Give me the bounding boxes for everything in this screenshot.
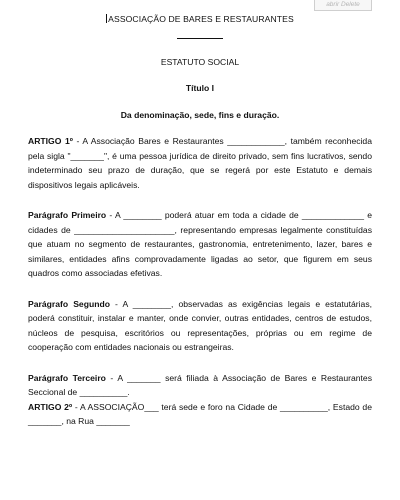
artigo-2-label: ARTIGO 2º	[28, 401, 73, 412]
artigo-2-paragraph	[28, 400, 372, 429]
faded-toolbar-label: abrir Delete	[314, 0, 372, 11]
document-body	[28, 12, 372, 429]
association-title-text: ASSOCIAÇÃO DE BARES E RESTAURANTES	[108, 14, 294, 24]
paragrafo-primeiro-text: - A ________ poderá atuar em toda a cidade de _____________ e cidades de _____________________, representando empresas legalmente constituídas que atuam no segmento de restaurantes, gastronomia, entretenimento, lazer, bares e similares, entidades afins comprovadamente ligadas ao setor, que figurem em seus quadros como associadas efetivas.	[28, 210, 372, 278]
artigo-1-text: - A Associação Bares e Restaurantes ____________, também reconhecida pela sigla "_______", é uma pessoa jurídica de direito privado, sem fins lucrativos, sendo indeterminado seu prazo de duração, que se regerá por este Estatuto e demais dispositivos legais aplicáveis.	[28, 136, 372, 190]
paragrafo-primeiro	[28, 208, 372, 281]
paragrafo-terceiro-text: - A _______ será filiada à Associação de Bares e Restaurantes Seccional de __________.	[28, 372, 372, 397]
paragrafo-primeiro-label: Parágrafo Primeiro	[28, 210, 107, 220]
paragrafo-segundo-label: Parágrafo Segundo	[28, 298, 110, 309]
title-underline-blank	[177, 29, 223, 39]
association-title	[28, 12, 372, 27]
statute-title: ESTATUTO SOCIAL	[160, 56, 240, 67]
paragrafo-terceiro	[28, 371, 372, 400]
paragrafo-segundo	[28, 297, 372, 355]
artigo-1-label: ARTIGO 1º	[28, 136, 73, 146]
artigo-2-text: - A ASSOCIAÇÃO___ terá sede e foro na Cidade de __________, Estado de _______, na Rua _______	[28, 401, 372, 426]
paragrafo-terceiro-label: Parágrafo Terceiro	[28, 372, 106, 383]
text-cursor	[106, 14, 107, 23]
paragrafo-segundo-text: - A ________, observadas as exigências legais e estatutárias, poderá constituir, instalar e manter, onde convier, outras entidades, centros de estudos, núcleos de pesquisa, escritórios ou representações, próprias ou em regime de cooperação com entidades nacionais ou estrangeiras.	[28, 298, 372, 352]
titulo-heading: Título I	[185, 83, 215, 93]
artigo-1-paragraph	[28, 134, 372, 192]
section-subtitle: Da denominação, sede, fins e duração.	[120, 109, 280, 120]
